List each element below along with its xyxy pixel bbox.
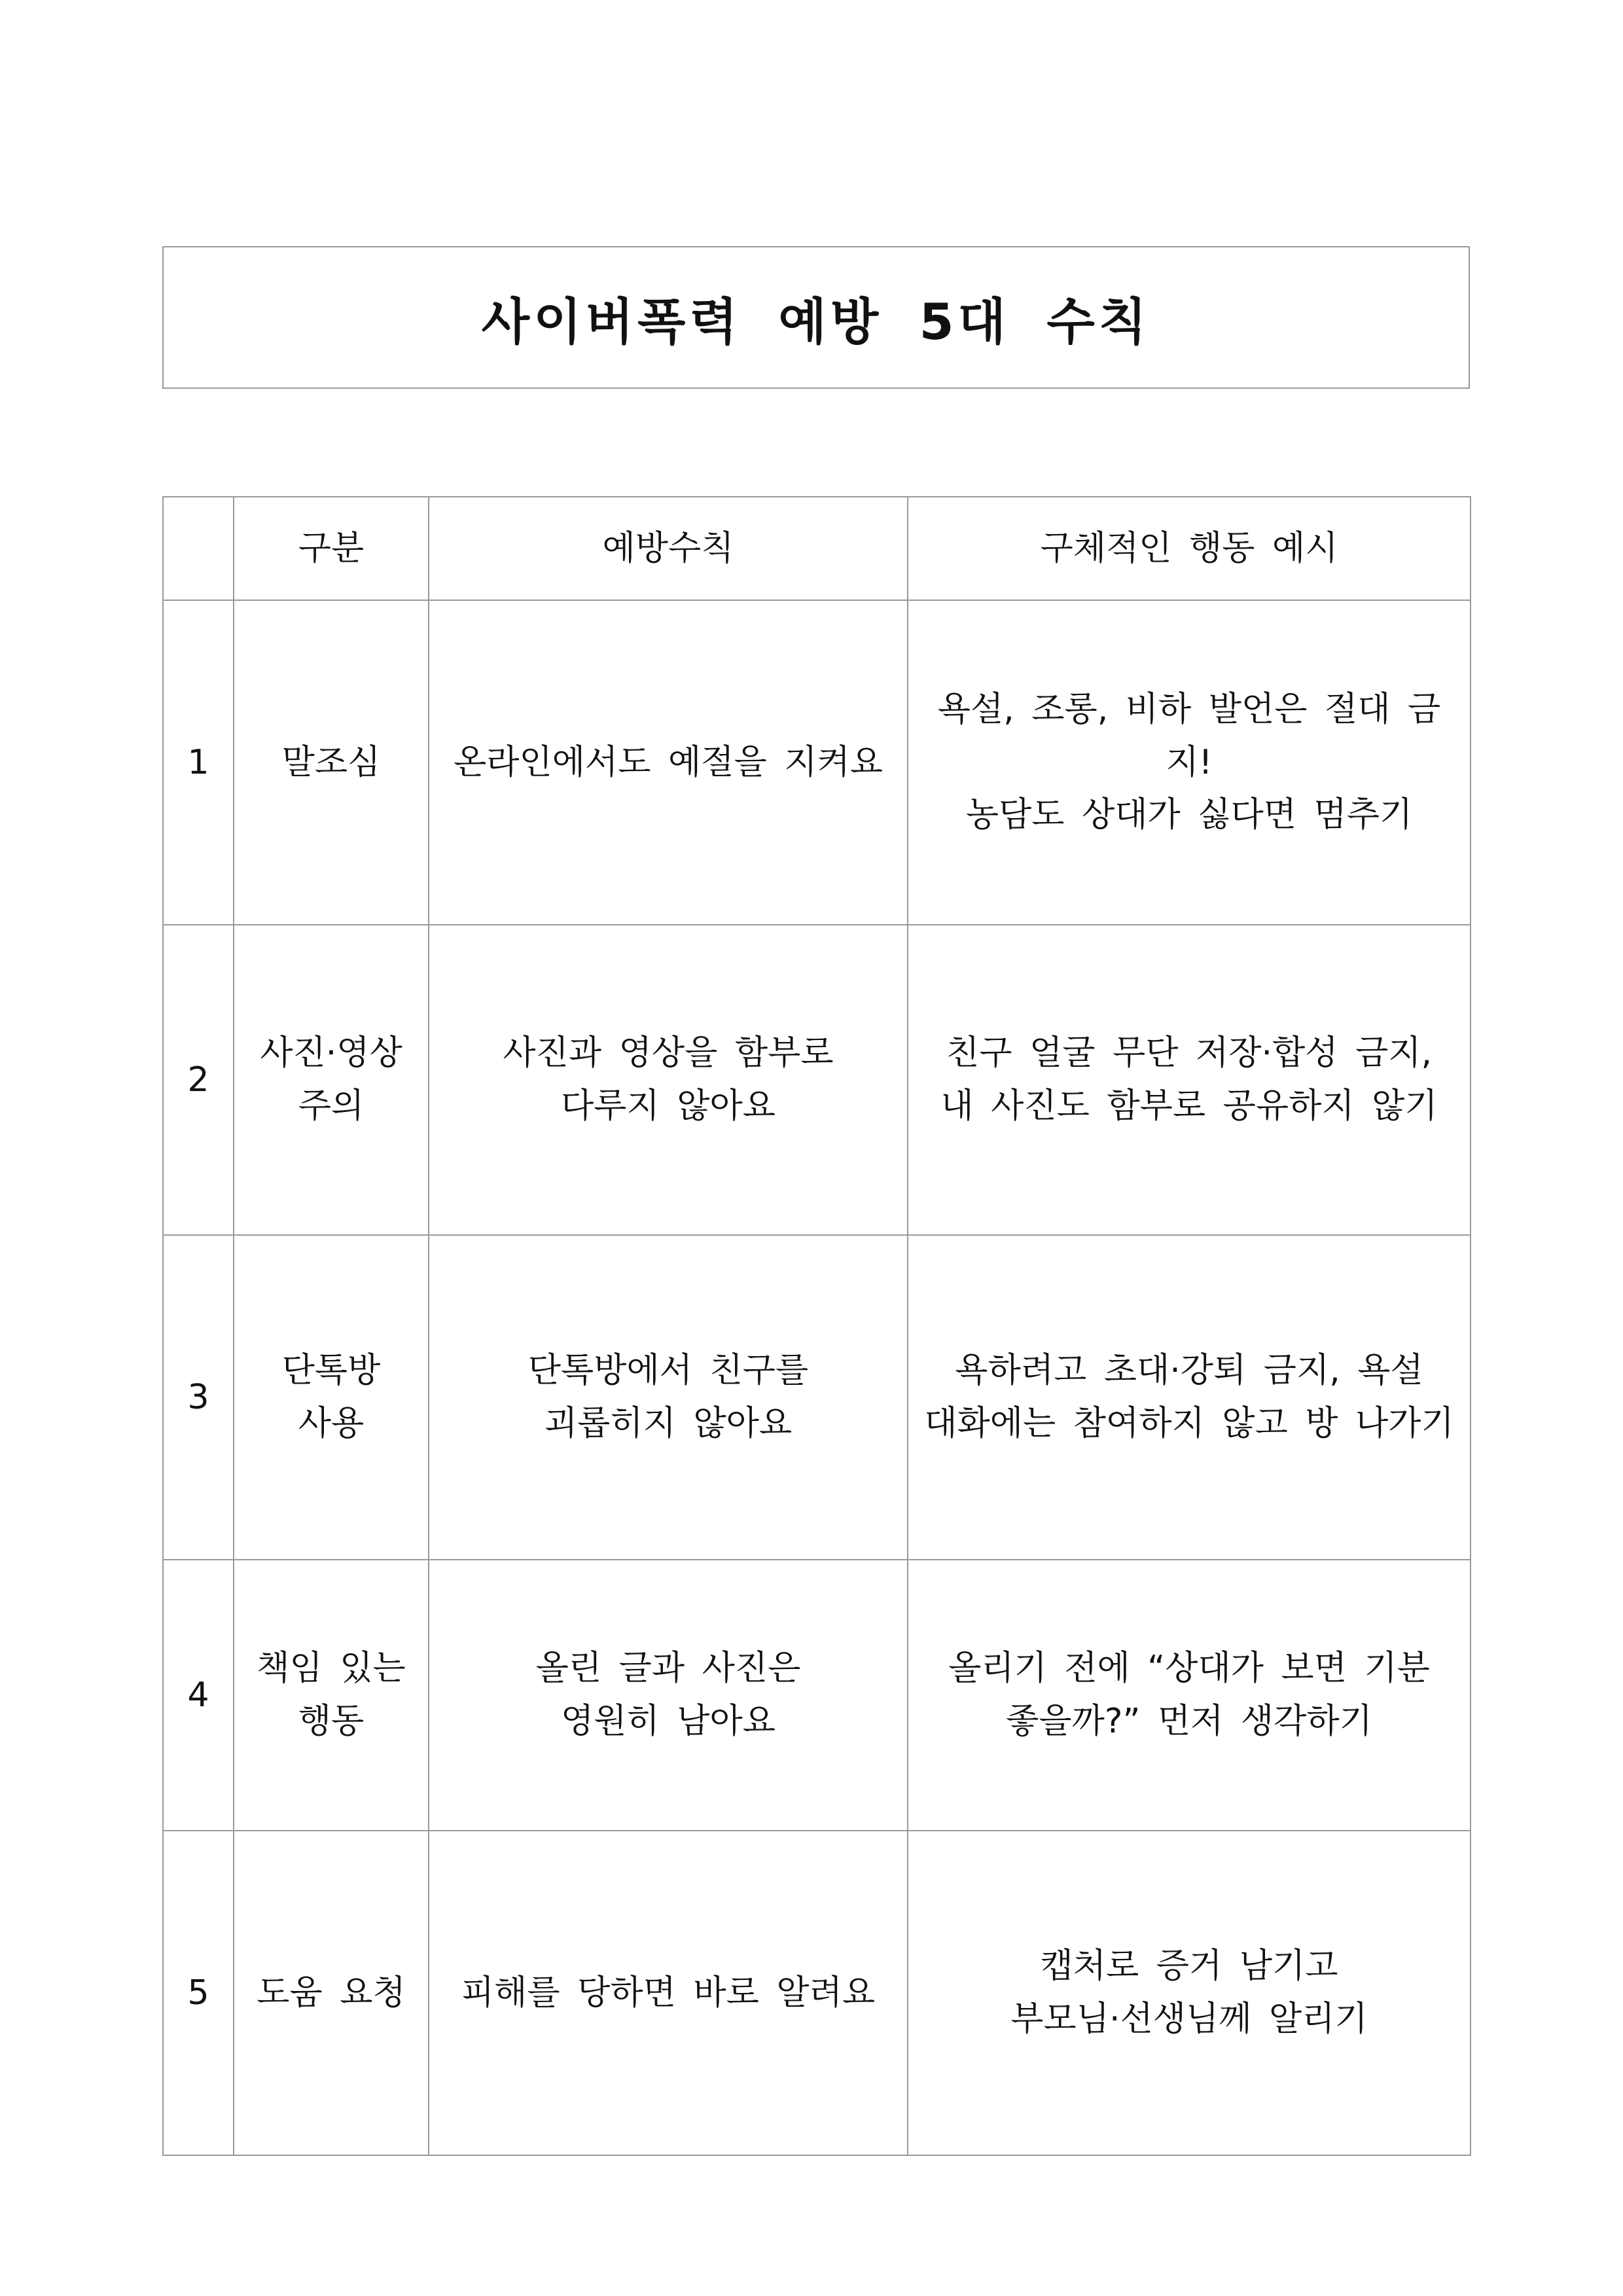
row-category bbox=[234, 1560, 429, 1831]
category-line: 책임 있는 bbox=[257, 1649, 406, 1689]
row-category bbox=[234, 600, 429, 925]
row-number: 3 bbox=[163, 1235, 234, 1560]
row-rule bbox=[429, 600, 908, 925]
category-line: 도움 요청 bbox=[257, 1973, 406, 2013]
title-box bbox=[162, 246, 1470, 389]
row-example bbox=[908, 925, 1471, 1235]
table-row bbox=[163, 925, 1471, 1235]
example-line: 농담도 상대가 싫다면 멈추기 bbox=[965, 795, 1413, 835]
row-number: 2 bbox=[163, 925, 234, 1235]
rule-line: 단톡방에서 친구를 bbox=[527, 1351, 809, 1391]
example-line: 내 사진도 함부로 공유하지 않기 bbox=[940, 1086, 1438, 1126]
rules-table bbox=[162, 496, 1471, 2156]
header-category: 구분 bbox=[234, 497, 429, 600]
rule-line: 올린 글과 사진은 bbox=[535, 1649, 801, 1689]
table-row bbox=[163, 1235, 1471, 1560]
rule-line: 다루지 않아요 bbox=[561, 1086, 776, 1126]
row-example bbox=[908, 1831, 1471, 2155]
row-rule bbox=[429, 1831, 908, 2155]
table-row bbox=[163, 600, 1471, 925]
category-line: 단톡방 bbox=[281, 1351, 381, 1391]
row-category bbox=[234, 1831, 429, 2155]
row-number: 4 bbox=[163, 1560, 234, 1831]
row-rule bbox=[429, 925, 908, 1235]
example-line: 부모님·선생님께 알리기 bbox=[1010, 2000, 1368, 2039]
row-number: 5 bbox=[163, 1831, 234, 2155]
example-line: 친구 얼굴 무단 저장·합성 금지, bbox=[946, 1033, 1432, 1073]
row-number: 1 bbox=[163, 600, 234, 925]
example-line: 캡처로 증거 남기고 bbox=[1040, 1946, 1338, 1986]
rule-line: 영원히 남아요 bbox=[561, 1702, 776, 1741]
category-line: 사진·영상 bbox=[260, 1033, 402, 1073]
category-line: 사용 bbox=[298, 1404, 365, 1443]
rule-line: 피해를 당하면 바로 알려요 bbox=[461, 1973, 876, 2013]
table-row bbox=[163, 1560, 1471, 1831]
row-example bbox=[908, 1560, 1471, 1831]
page-title: 사이버폭력 예방 5대 수칙 bbox=[481, 292, 1151, 351]
example-line: 욕하려고 초대·강퇴 금지, 욕설 bbox=[955, 1351, 1423, 1391]
rule-line: 괴롭히지 않아요 bbox=[544, 1404, 793, 1443]
table-row bbox=[163, 1831, 1471, 2155]
example-line: 좋을까?” 먼저 생각하기 bbox=[1006, 1702, 1372, 1741]
category-line: 주의 bbox=[298, 1086, 365, 1126]
header-number bbox=[163, 497, 234, 600]
rule-line: 온라인에서도 예절을 지켜요 bbox=[454, 742, 883, 782]
row-rule bbox=[429, 1560, 908, 1831]
category-line: 행동 bbox=[298, 1702, 365, 1741]
example-line: 욕설, 조롱, 비하 발언은 절대 금지! bbox=[937, 690, 1441, 782]
table-header-row bbox=[163, 497, 1471, 600]
row-rule bbox=[429, 1235, 908, 1560]
row-example bbox=[908, 1235, 1471, 1560]
category-line: 말조심 bbox=[281, 742, 381, 782]
rule-line: 사진과 영상을 함부로 bbox=[503, 1033, 834, 1073]
example-line: 대화에는 참여하지 않고 방 나가기 bbox=[924, 1404, 1454, 1443]
example-line: 올리기 전에 “상대가 보면 기분 bbox=[948, 1649, 1430, 1689]
row-example bbox=[908, 600, 1471, 925]
header-rule: 예방수칙 bbox=[429, 497, 908, 600]
header-example: 구체적인 행동 예시 bbox=[908, 497, 1471, 600]
row-category bbox=[234, 1235, 429, 1560]
row-category bbox=[234, 925, 429, 1235]
